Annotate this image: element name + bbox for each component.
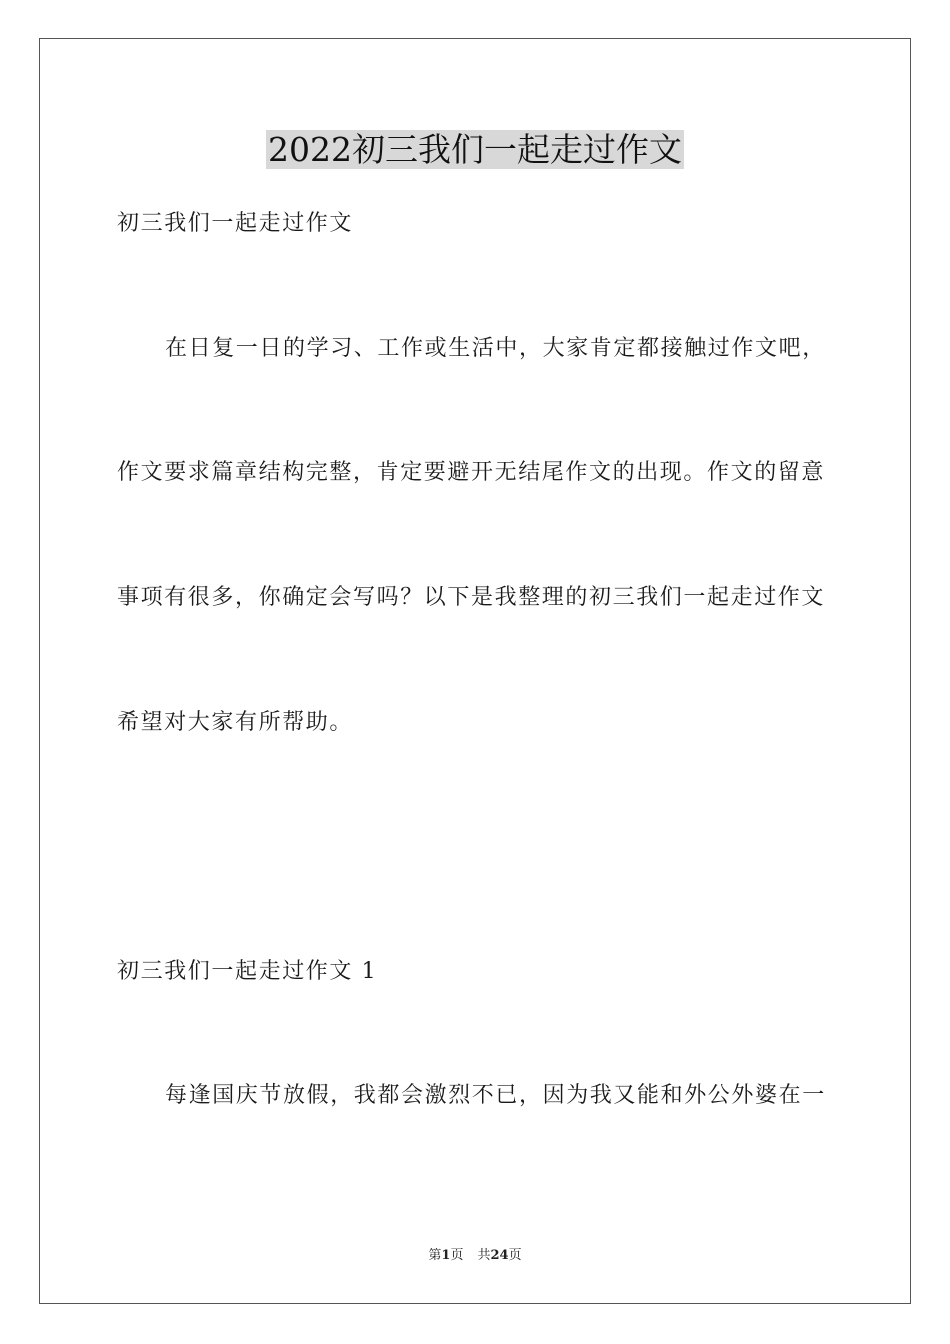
paragraph-line: 事项有很多，你确定会写吗？以下是我整理的初三我们一起走过作文: [117, 585, 826, 610]
paragraph-line: 每逢国庆节放假，我都会激烈不已，因为我又能和外公外婆在一: [165, 1083, 826, 1108]
page-suffix: 页: [450, 1248, 464, 1263]
total-prefix: 共: [477, 1248, 491, 1263]
document-subtitle: 初三我们一起走过作文: [117, 211, 354, 236]
document-title-text: 2022初三我们一起走过作文: [268, 130, 682, 169]
document-title: [0, 126, 950, 174]
page-prefix: 第: [428, 1248, 442, 1263]
paragraph-line: 在日复一日的学习、工作或生活中，大家肯定都接触过作文吧，: [165, 336, 826, 361]
section-heading: 初三我们一起走过作文 1: [117, 959, 378, 984]
paragraph-line: 希望对大家有所帮助。: [117, 710, 354, 735]
paragraph-line: 作文要求篇章结构完整，肯定要避开无结尾作文的出现。作文的留意: [117, 460, 826, 485]
page-number: 1: [441, 1248, 451, 1263]
total-suffix: 页: [508, 1248, 522, 1263]
total-pages: 24: [490, 1248, 509, 1263]
page-footer: [0, 1246, 950, 1266]
